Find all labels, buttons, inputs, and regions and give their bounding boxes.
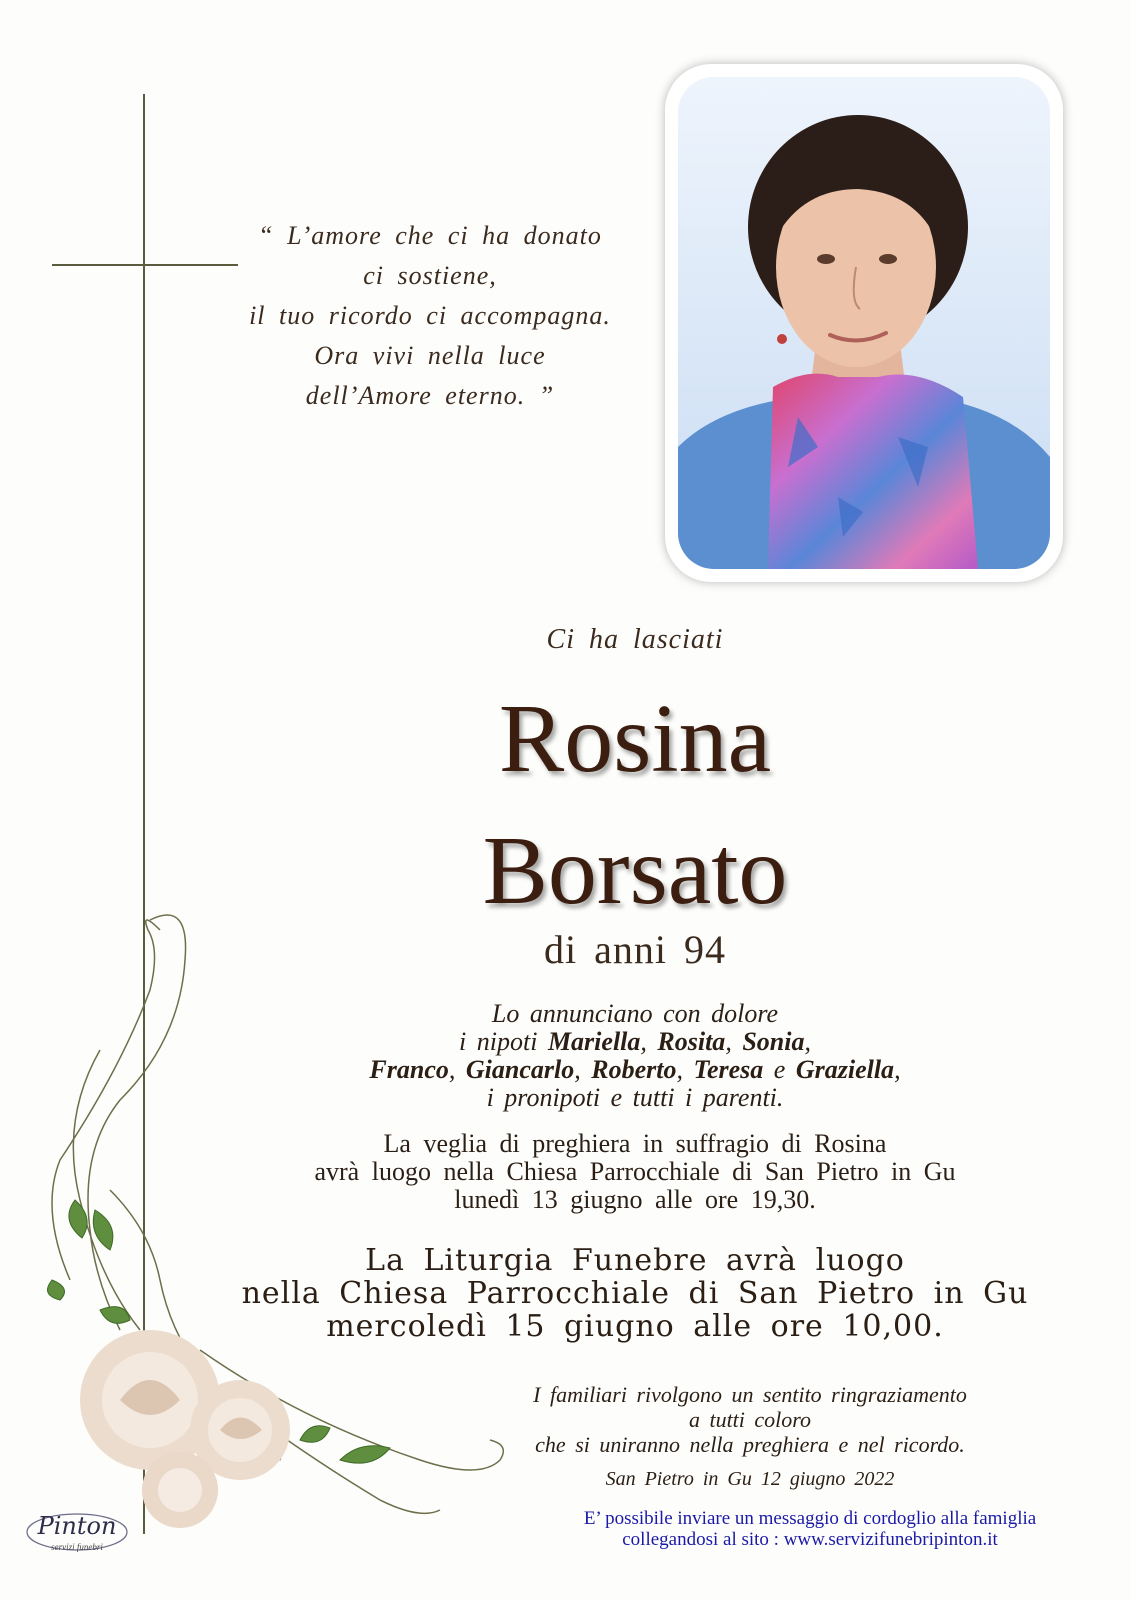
quote-line: “ L’amore che ci ha donato — [258, 221, 602, 250]
separator: , — [725, 1027, 732, 1056]
vigil-line: La veglia di preghiera in suffragio di Rosina — [383, 1129, 887, 1158]
deceased-first-name: Rosina — [498, 685, 772, 793]
grandchild-name: Mariella — [547, 1027, 641, 1056]
age-text: di anni 94 — [544, 927, 726, 972]
separator: , — [574, 1055, 581, 1084]
separator: , — [894, 1055, 901, 1084]
announce-line: i pronipoti e tutti i parenti. — [486, 1083, 784, 1112]
condolence-line: E’ possibile inviare un messaggio di cordoglio alla famiglia — [583, 1508, 1037, 1529]
separator: , — [676, 1055, 683, 1084]
rose-decoration — [0, 900, 560, 1600]
memorial-quote — [210, 216, 650, 416]
grandchild-name: Rosita — [657, 1027, 726, 1056]
portrait-frame — [665, 64, 1063, 582]
grandchild-name: Giancarlo — [465, 1055, 575, 1084]
vigil-line: lunedì 13 giugno alle ore 19,30. — [454, 1185, 816, 1214]
intro-text: Ci ha lasciati — [546, 624, 724, 655]
grandchild-name: Sonia — [742, 1027, 805, 1056]
logo-name: Pinton — [37, 1512, 117, 1540]
thanks-line: a tutti coloro — [688, 1407, 812, 1432]
date-place: San Pietro in Gu 12 giugno 2022 — [605, 1468, 895, 1490]
quote-line: il tuo ricordo ci accompagna. — [249, 301, 611, 330]
announce-line: Lo annunciano con dolore — [491, 999, 779, 1028]
condolence-link[interactable]: collegandosi al sito : www.servizifunebripinton.it — [622, 1529, 998, 1550]
grandchild-name: Graziella — [795, 1055, 895, 1084]
quote-line: dell’Amore eterno. ” — [305, 381, 555, 410]
funeral-home-logo — [22, 1506, 132, 1566]
grandchild-name: Roberto — [591, 1055, 677, 1084]
grandchild-name: Teresa — [693, 1055, 764, 1084]
quote-line: ci sostiene, — [363, 261, 497, 290]
grandchild-name: Franco — [369, 1055, 449, 1084]
separator: e — [773, 1055, 786, 1084]
portrait-photo — [678, 77, 1050, 569]
liturgy-line: nella Chiesa Parrocchiale di San Pietro in Gu — [241, 1276, 1029, 1311]
vigil-line: avrà luogo nella Chiesa Parrocchiale di San Pietro in Gu — [314, 1157, 956, 1186]
quote-line: Ora vivi nella luce — [314, 341, 546, 370]
thanks-line: che si uniranno nella preghiera e nel ricordo. — [535, 1432, 965, 1457]
separator: , — [804, 1027, 811, 1056]
deceased-last-name: Borsato — [482, 817, 788, 925]
separator: , — [448, 1055, 456, 1084]
condolence-note — [520, 1508, 1100, 1550]
logo-tagline: servizi funebri — [51, 1542, 103, 1552]
announce-prefix: i nipoti — [459, 1027, 538, 1056]
thanks-line: I familiari rivolgono un sentito ringraziamento — [533, 1382, 967, 1407]
liturgy-line: mercoledì 15 giugno alle ore 10,00. — [326, 1309, 944, 1344]
separator: , — [640, 1027, 647, 1056]
liturgy-line: La Liturgia Funebre avrà luogo — [365, 1243, 905, 1278]
